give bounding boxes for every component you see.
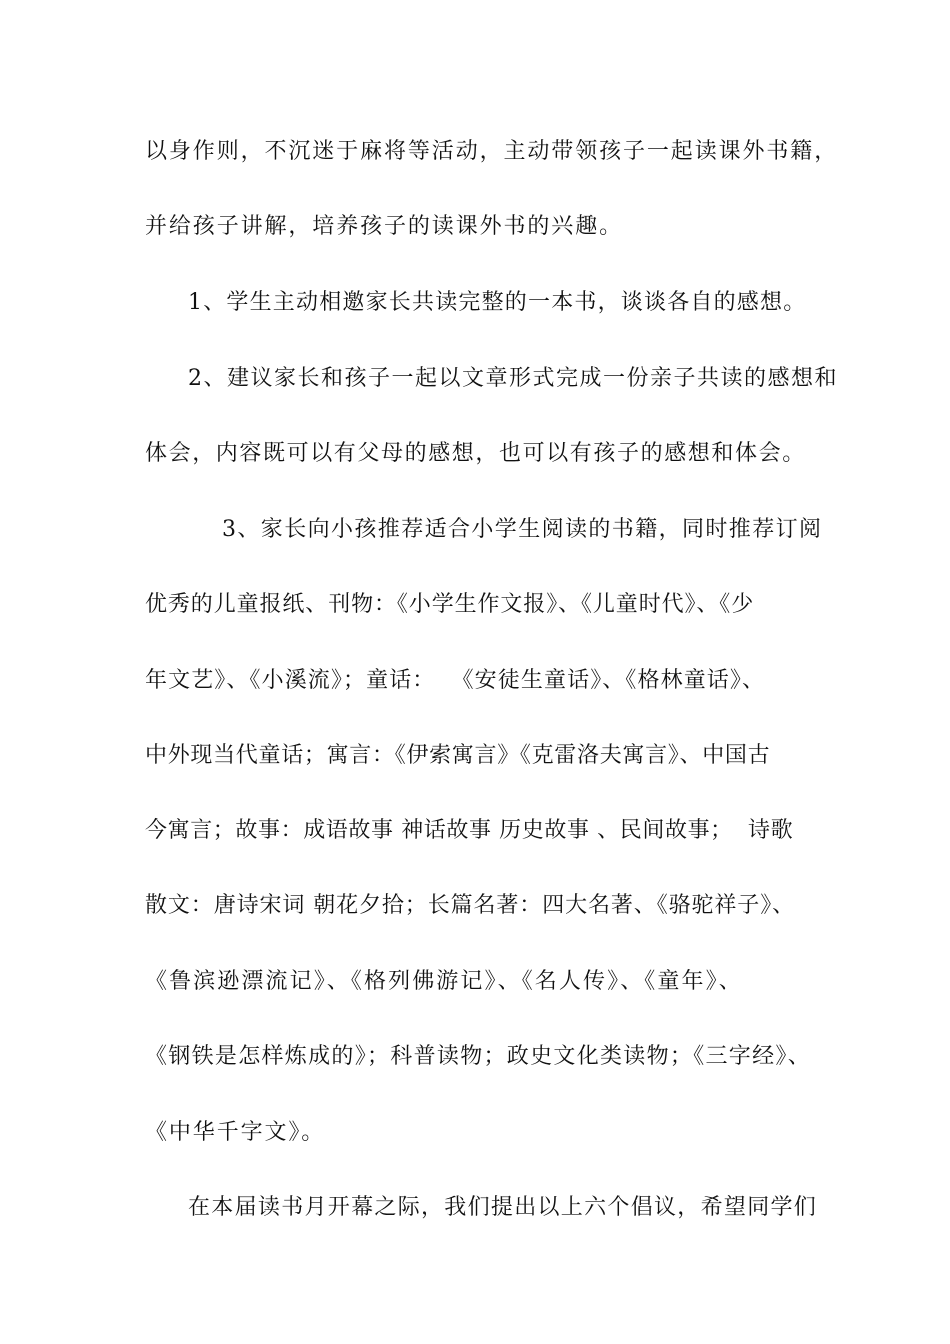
text-line-1: 以身作则，不沉迷于麻将等活动，主动带领孩子一起读课外书籍， [145,139,839,164]
list-item-3-line-1: 3、家长向小孩推荐适合小学生阅读的书籍，同时推荐订阅 [222,517,823,542]
list-item-3-line-4: 中外现当代童话；寓言：《伊索寓言》《克雷洛夫寓言》、中国古 [145,743,771,768]
list-item-3-line-3: 年文艺》、《小溪流》；童话： 《安徒生童话》、《格林童话》、 [145,668,766,693]
list-item-3-line-7: 《鲁滨逊漂流记》、《格列佛游记》、《名人传》、《童年》、 [145,969,743,994]
closing-paragraph-line-1: 在本届读书月开幕之际，我们提出以上六个倡议，希望同学们 [188,1195,818,1220]
list-item-2-line-1: 2、建议家长和孩子一起以文章形式完成一份亲子共读的感想和 [188,366,838,391]
list-item-3-line-5: 今寓言；故事：成语故事 神话故事 历史故事 、民间故事； 诗歌 [145,818,794,843]
text-line-2: 并给孩子讲解，培养孩子的读课外书的兴趣。 [145,214,624,239]
list-item-2-line-2: 体会，内容既可以有父母的感想，也可以有孩子的感想和体会。 [145,441,806,466]
list-item-3-line-8: 《钢铁是怎样炼成的》；科普读物；政史文化类读物；《三字经》、 [145,1044,812,1069]
list-item-3-line-2: 优秀的儿童报纸、刊物：《小学生作文报》、《儿童时代》、《少 [145,592,755,617]
list-item-3-line-6: 散文：唐诗宋词 朝花夕拾；长篇名著：四大名著、《骆驼祥子》、 [145,893,795,918]
list-item-1: 1、学生主动相邀家长共读完整的一本书，谈谈各自的感想。 [188,290,807,315]
list-item-3-line-9: 《中华千字文》。 [145,1120,326,1145]
